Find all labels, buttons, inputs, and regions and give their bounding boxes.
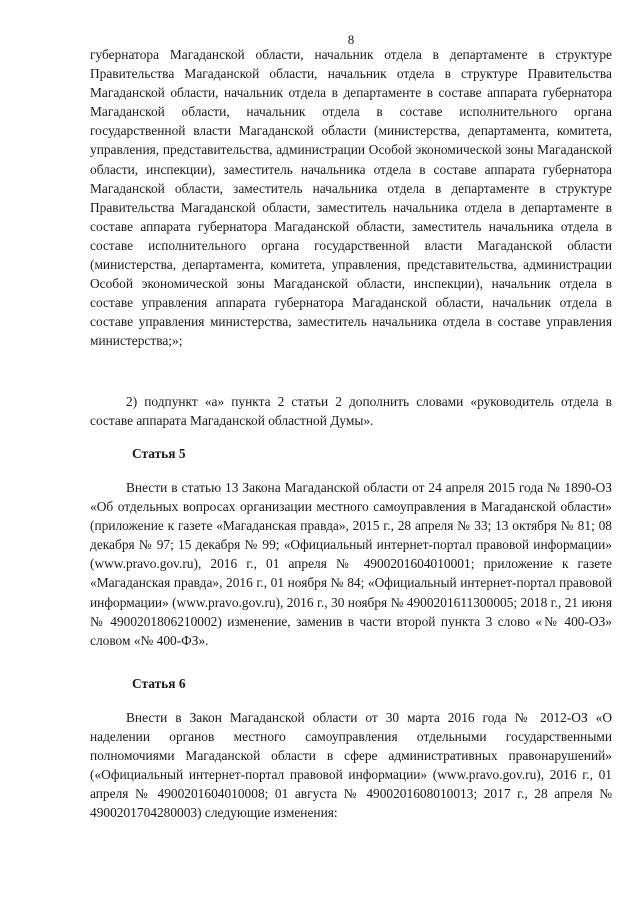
article-5-text: Внести в статью 13 Закона Магаданской области от 24 апреля 2015 года № 1890-ОЗ «Об отдельных вопросах организации местного самоуправления в Магаданской области» (приложение к газете «Магаданская правда», 2015 г., 28 апреля № 33; 13 октября № 81; 08 декабря № 97; 15 декабря № 99; «Официальный интернет-портал правовой информации» (www.pravo.gov.ru), 2016 г., 01 апреля № 4900201604010001; приложение к газете «Магаданская правда», 2016 г., 01 ноября № 84; «Официальный интернет-портал правовой информации» (www.pravo.gov.ru), 2016 г., 30 ноября № 4900201611300005; 2018 г., 21 июня № 4900201806210002) изменение, заменив в части второй пункта 3 слово «№ 400-ОЗ» словом «№ 400-ФЗ». [90, 480, 612, 648]
article-5-heading: Статья 5 [132, 446, 186, 461]
paragraph-continuation: губернатора Магаданской области, начальник отдела в департаменте в структуре Правительства Магаданской области, начальник отдела в структуре Правительства Магаданской области, начальник отдела в департаменте в составе аппарата губернатора Магаданской области, начальник отдела в составе исполнительного органа государственной власти Магаданской области (министерства, департамента, комитета, управления, представительства, администрации Особой экономической зоны Магаданской области, инспекции), заместитель начальника отдела в составе аппарата губернатора Магаданской области, заместитель начальника отдела в департаменте в структуре Правительства Магаданской области, заместитель начальника отдела в департаменте в составе аппарата губернатора Магаданской области, заместитель начальника отдела в составе исполнительного органа государственной власти Магаданской области (министерства, департамента, комитета, управления, представительства, администрации Особой экономической зоны Магаданской области, инспекции), начальник отдела в составе управления аппарата губернатора Магаданской области, начальник отдела в составе управления министерства, заместитель начальника отдела в составе управления министерства;»; [90, 47, 612, 349]
article-6-heading: Статья 6 [132, 676, 186, 691]
article-6-text: Внести в Закон Магаданской области от 30 марта 2016 года № 2012-ОЗ «О наделении органов местного самоуправления отдельными государственными полномочиями Магаданской области в сфере административных правонарушений» («Официальный интернет-портал правовой информации» (www.pravo.gov.ru), 2016 г., 01 апреля № 4900201604010008; 01 августа № 4900201608010013; 2017 г., 28 апреля № 4900201704280003) следующие изменения: [90, 710, 612, 821]
page-number: 8 [347, 32, 355, 47]
paragraph-subitem-2: 2) подпункт «а» пункта 2 статьи 2 дополнить словами «руководитель отдела в составе аппарата Магаданской областной Думы». [90, 394, 612, 429]
